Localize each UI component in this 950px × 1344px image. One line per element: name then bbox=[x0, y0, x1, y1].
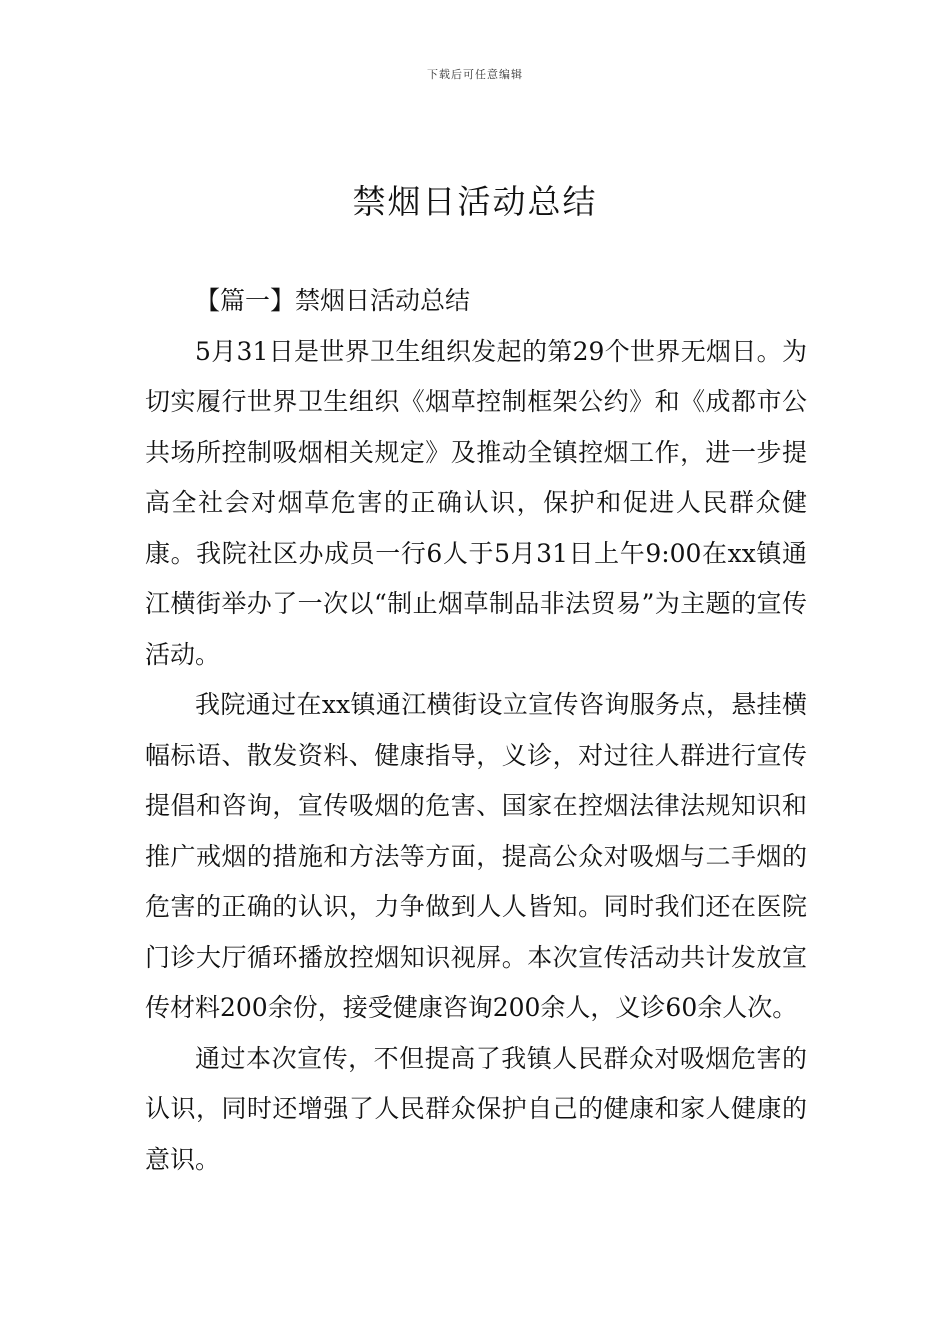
paragraph-1: 5月31日是世界卫生组织发起的第29个世界无烟日。为切实履行世界卫生组织《烟草控制框架公约》和《成都市公共场所控制吸烟相关规定》及推动全镇控烟工作，进一步提高全社会对烟草危害的正确认识，保护和促进人民群众健康。我院社区办成员一行6人于5月31日上午9:00在xx镇通江横街举办了一次以“制止烟草制品非法贸易”为主题的宣传活动。 bbox=[145, 336, 807, 669]
document-body bbox=[145, 276, 807, 1185]
page-title: 禁烟日活动总结 bbox=[352, 182, 598, 221]
paragraph-3: 通过本次宣传，不但提高了我镇人民群众对吸烟危害的认识，同时还增强了人民群众保护自己的健康和家人健康的意识。 bbox=[145, 1043, 807, 1174]
header-note: 下载后可任意编辑 bbox=[427, 68, 523, 81]
paragraph-2: 我院通过在xx镇通江横街设立宣传咨询服务点，悬挂横幅标语、散发资料、健康指导，义诊，对过往人群进行宣传提倡和咨询，宣传吸烟的危害、国家在控烟法律法规知识和推广戒烟的措施和方法等方面，提高公众对吸烟与二手烟的危害的正确的认识，力争做到人人皆知。同时我们还在医院门诊大厅循环播放控烟知识视屏。本次宣传活动共计发放宣传材料200余份，接受健康咨询200余人，义诊60余人次。 bbox=[145, 690, 807, 1022]
section-heading: 【篇一】禁烟日活动总结 bbox=[195, 286, 471, 315]
